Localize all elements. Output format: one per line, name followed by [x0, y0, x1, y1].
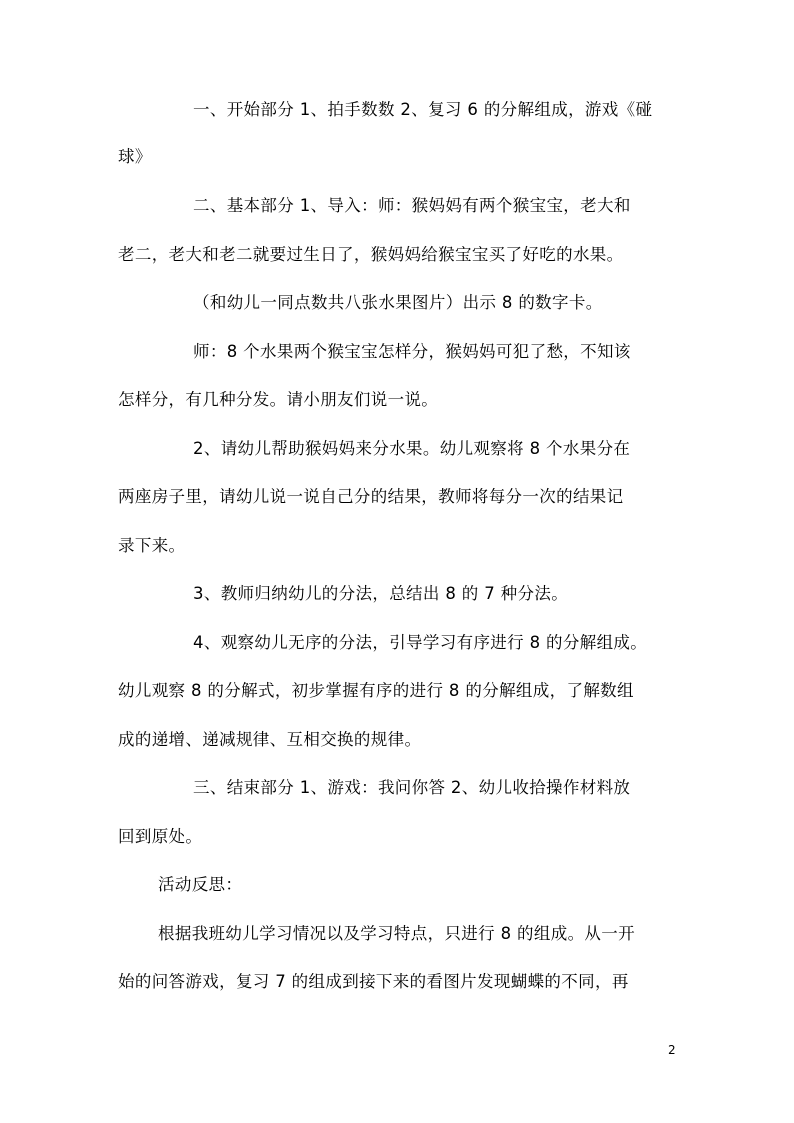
text-line: 始的问答游戏，复习 7 的组成到接下来的看图片发现蝴蝶的不同，再: [118, 972, 629, 991]
text-line: 根据我班幼儿学习情况以及学习特点，只进行 8 的组成。从一开: [158, 924, 635, 943]
text-line: 成的递增、递减规律、互相交换的规律。: [118, 730, 422, 749]
section-heading: 活动反思：: [158, 875, 243, 894]
text-line: （和幼儿一同点数共八张水果图片）出示 8 的数字卡。: [193, 293, 603, 312]
text-line: 怎样分，有几种分发。请小朋友们说一说。: [118, 390, 439, 409]
text-line: 录下来。: [118, 536, 186, 555]
text-line: 4、观察幼儿无序的分法，引导学习有序进行 8 的分解组成。: [193, 633, 648, 652]
text-line: 球》: [118, 147, 152, 166]
text-line: 二、基本部分 1、导入：师：猴妈妈有两个猴宝宝，老大和: [193, 196, 631, 215]
text-line: 一、开始部分 1、拍手数数 2、复习 6 的分解组成，游戏《碰: [193, 100, 653, 119]
page-number: 2: [668, 1043, 676, 1057]
text-line: 回到原处。: [118, 827, 203, 846]
text-line: 两座房子里，请幼儿说一说自己分的结果，教师将每分一次的结果记: [118, 487, 624, 506]
text-line: 2、请幼儿帮助猴妈妈来分水果。幼儿观察将 8 个水果分在: [193, 439, 631, 458]
text-line: 三、结束部分 1、游戏：我问你答 2、幼儿收拾操作材料放: [193, 778, 631, 797]
text-line: 幼儿观察 8 的分解式，初步掌握有序的进行 8 的分解组成，了解数组: [118, 681, 634, 700]
text-line: 3、教师归纳幼儿的分法，总结出 8 的 7 种分法。: [193, 584, 569, 603]
text-line: 师：8 个水果两个猴宝宝怎样分，猴妈妈可犯了愁，不知该: [193, 342, 631, 361]
text-line: 老二，老大和老二就要过生日了，猴妈妈给猴宝宝买了好吃的水果。: [118, 245, 624, 264]
